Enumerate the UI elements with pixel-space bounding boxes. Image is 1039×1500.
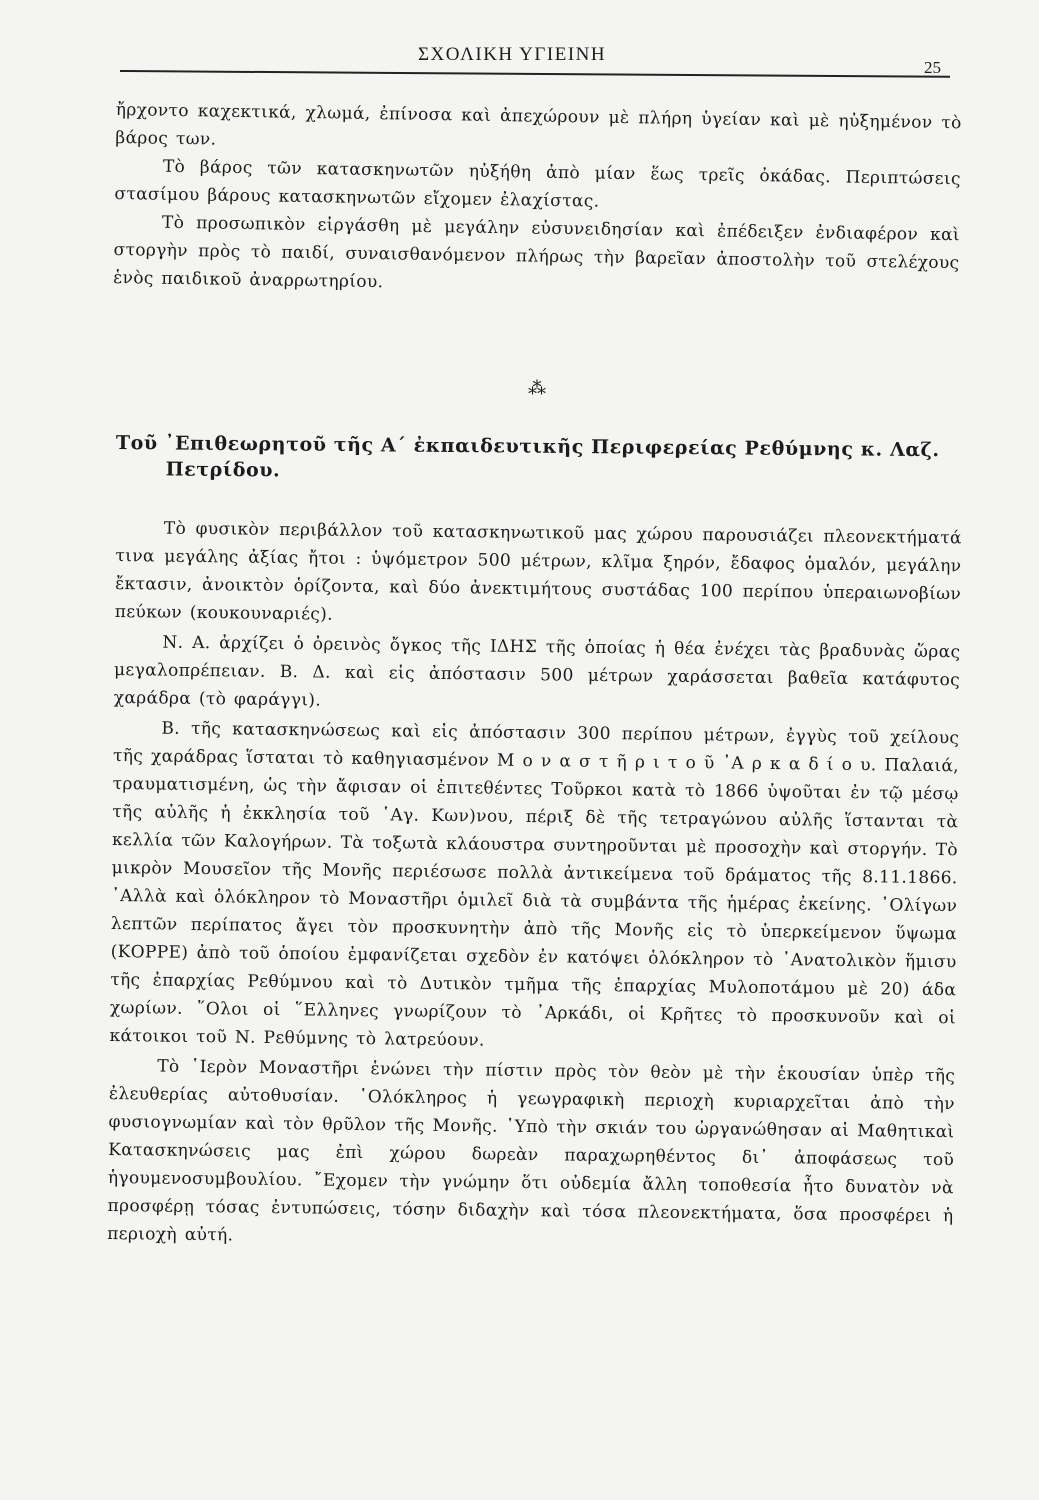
paragraph: Τὸ προσωπικὸν εἰργάσθη μὲ μεγάλην εὐσυνειδησίαν καὶ ἐπέδειξεν ἐνδιαφέρον καὶ στοργὴν πρὸς τὸ παιδί, συναισθανόμενον πλήρως τὴν βαρεῖαν ἀποστολὴν τοῦ στελέχους ἑνὸς παιδικοῦ ἀναρρωτηρίου. — [112, 212, 961, 293]
page-number: 25 — [924, 58, 941, 77]
section-2-body — [107, 514, 962, 1260]
paragraph: Τὸ βάρος τῶν κατασκηνωτῶν ηὐξήθη ἀπὸ μίαν ἕως τρεῖς ὀκάδας. Περιπτώσεις στασίμου βάρους κατασκηνωτῶν εἴχομεν ἐλαχίστας. — [114, 156, 961, 212]
section-separator-asterism: ⁂ — [528, 378, 546, 399]
paragraph: ἤρχοντο καχεκτικά, χλωμά, ἐπίνοσα καὶ ἀπεχώρουν μὲ πλήρη ὑγείαν καὶ μὲ ηὐξημένον τὸ βάρος των. — [115, 99, 962, 150]
section-heading-line-1: Τοῦ ᾿Επιθεωρητοῦ τῆς Α΄ ἐκπαιδευτικῆς Περιφερείας Ρεθύμνης κ. Λαζ. — [115, 431, 940, 462]
running-header-title: ΣΧΟΛΙΚΗ ΥΓΙΕΙΝΗ — [418, 44, 607, 65]
paragraph: Β. τῆς κατασκηνώσεως καὶ εἰς ἀπόστασιν 300 περίπου μέτρων, ἐγγὺς τοῦ χείλους τῆς χαράδρας ἵσταται τὸ καθηγιασμένον Μ ο ν α σ τ ῆ ρ ι τ ο ῦ ᾿Α ρ κ α δ ί ο υ. Παλαιά, τραυματισμένη, ὡς τὴν ἄφισαν οἱ ἐπιτεθέντες Τοῦρκοι κατὰ τὸ 1866 ὑψοῦται ἐν τῷ μέσῳ τῆς αὐλῆς ἡ ἐκκλησία τοῦ ῾Αγ. Κων)νου, πέριξ δὲ τῆς τετραγώνου αὐλῆς ἵστανται τὰ κελλία τῶν Καλογήρων. Τὰ τοξωτὰ κλάουστρα συντηροῦνται μὲ προσοχὴν καὶ στοργήν. Τὸ μικρὸν Μουσεῖον τῆς Μονῆς περιέσωσε πολλὰ ἀντικείμενα τοῦ δράματος τῆς 8.11.1866. ᾿Αλλὰ καὶ ὁλόκληρον τὸ Μοναστῆρι ὁμιλεῖ διὰ τὰ συμβάντα τῆς ἡμέρας ἐκείνης. ᾿Ολίγων λεπτῶν περίπατος ἄγει τὸν προσκυνητὴν ἀπὸ τῆς Μονῆς εἰς τὸ ὑπερκείμενον ὕψωμα (ΚΟΡΡΕ) ἀπὸ τοῦ ὁποίου ἐμφανίζεται σχεδὸν ἐν κατόψει ὁλόκληρον τὸ ᾿Ανατολικὸν ἥμισυ τῆς ἐπαρχίας Ρεθύμνου καὶ τὸ Δυτικὸν τμῆμα τῆς ἐπαρχίας Μυλοποτάμου μὲ 20) άδα χωρίων. ῞Ολοι οἱ ῞Ελληνες γνωρίζουν τὸ ᾿Αρκάδι, οἱ Κρῆτες τὸ προσκυνοῦν καὶ οἱ κάτοικοι τοῦ Ν. Ρεθύμνης τὸ λατρεύουν. — [109, 718, 960, 1051]
header-rule — [120, 70, 950, 78]
section-heading — [116, 430, 966, 489]
paragraph: Ν. Α. ἀρχίζει ὁ ὀρεινὸς ὄγκος τῆς ΙΔΗΣ τῆς ὁποίας ἡ θέα ἐνέχει τὰς βραδυνὰς ὥρας μεγαλοπρέπειαν. Β. Δ. καὶ εἰς ἀπόστασιν 500 μέτρων χαράσσεται βαθεῖα κατάφυτος χαράδρα (τὸ φαράγγι). — [113, 632, 961, 711]
section-1-body — [113, 96, 962, 305]
paragraph: Τὸ φυσικὸν περιβάλλον τοῦ κατασκηνωτικοῦ μας χώρου παρουσιάζει πλεονεκτήματά τινα μεγάλης ἀξίας ἤτοι : ὑψόμετρον 500 μέτρων, κλῖμα ξηρόν, ἔδαφος ὁμαλόν, μεγάλην ἔκτασιν, ἀνοικτὸν ὁρίζοντα, καὶ δύο ἀνεκτιμήτους συστάδας 100 περίπου ὑπεραιωνοβίων πεύκων (κουκουναριές). — [114, 518, 962, 625]
paragraph: Τὸ ῾Ιερὸν Μοναστῆρι ἑνώνει τὴν πίστιν πρὸς τὸν θεὸν μὲ τὴν ἑκουσίαν ὑπὲρ τῆς ἐλευθερίας αὐτοθυσίαν. ῾Ολόκληρος ἡ γεωγραφικὴ περιοχὴ κυριαρχεῖται ἀπὸ τὴν φυσιογνωμίαν καὶ τὸν θρῦλον τῆς Μονῆς. ῾Υπὸ τὴν σκιάν του ὠργανώθησαν αἱ Μαθητικαὶ Κατασκηνώσεις μας ἐπὶ χώρου δωρεὰν παραχωρηθέντος δι᾿ ἀποφάσεως τοῦ ἡγουμενοσυμβουλίου. ῎Εχομεν τὴν γνώμην ὅτι οὐδεμία ἄλλη τοποθεσία ἦτο δυνατὸν νὰ προσφέρῃ τόσας ἐντυπώσεις, τόσην διδαχὴν καὶ τόσα πλεονεκτήματα, ὅσα προσφέρει ἡ περιοχὴ αὐτή. — [107, 1056, 956, 1246]
section-heading-line-2: Πετρίδου. — [165, 458, 281, 482]
